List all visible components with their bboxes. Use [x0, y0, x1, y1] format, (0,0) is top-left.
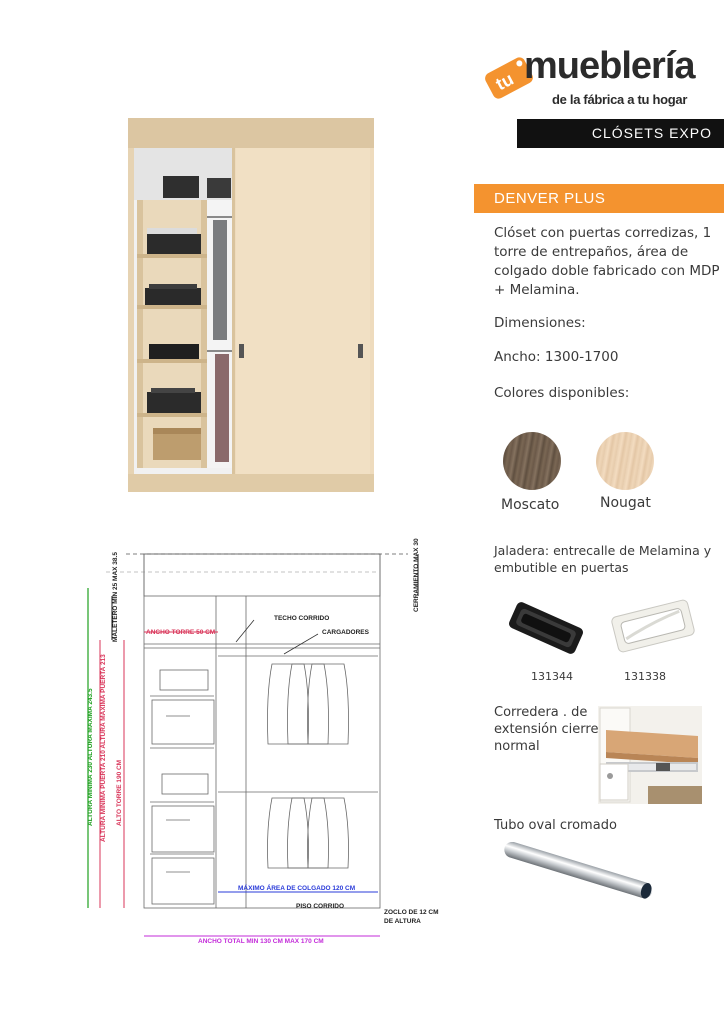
width-range: Ancho: 1300-1700: [494, 349, 619, 365]
handle-description: Jaladera: entrecalle de Melamina y embutible en puertas: [494, 543, 712, 575]
handle-code-2: 131338: [624, 670, 666, 683]
section-title-bar: CLÓSETS EXPO: [517, 119, 724, 148]
label-maletero: MALETERO MIN 25 MAX 38.5: [112, 552, 119, 642]
label-cerramiento: CERRAMIENTO MAX 30: [413, 538, 420, 612]
label-piso: PISO CORRIDO: [296, 903, 345, 910]
white-handle-image: [606, 596, 700, 656]
label-altura-puerta: ALTURA MINIMA PUERTA 210 ALTURA MAXIMA PUERTA 213: [100, 654, 107, 842]
color-label-nougat: Nougat: [600, 495, 651, 511]
color-swatch-nougat: [596, 432, 654, 490]
color-swatch-moscato: [503, 432, 561, 490]
label-zoclo-1: ZOCLO DE 12 CM: [384, 909, 439, 916]
label-alto-torre: ALTO TORRE 190 CM: [116, 759, 123, 826]
drawer-slide-image: [598, 706, 702, 804]
color-label-moscato: Moscato: [501, 497, 560, 513]
label-zoclo-2: DE ALTURA: [384, 918, 421, 925]
label-ancho-torre: ANCHO TORRE 50 CM: [146, 629, 216, 636]
product-name-bar: DENVER PLUS: [474, 184, 724, 213]
black-handle-image: [502, 598, 590, 658]
label-ancho-total: ANCHO TOTAL MIN 130 CM MAX 170 CM: [198, 938, 324, 945]
label-altura-total: ALTURA MINIMA 230 ALTURA MAXIMA 243.5: [87, 688, 94, 826]
chrome-tube-image: [497, 842, 659, 900]
tube-description: Tubo oval cromado: [494, 818, 617, 833]
technical-drawing: [78, 536, 470, 960]
label-techo: TECHO CORRIDO: [274, 615, 330, 622]
label-area-colgado: MÁXIMO ÁREA DE COLGADO 120 CM: [238, 885, 356, 892]
brand-tagline: de la fábrica a tu hogar: [552, 92, 688, 107]
label-cargadores: CARGADORES: [322, 629, 369, 636]
slide-description: Corredera . de extensión cierre normal: [494, 705, 599, 754]
brand-badge-text: tu: [492, 68, 517, 95]
product-description: Clóset con puertas corredizas, 1 torre de entrepaños, área de colgado doble fabricado con MDP + Melamina.: [494, 225, 720, 298]
closet-photo: [101, 108, 401, 512]
dimensions-title: Dimensiones:: [494, 315, 586, 331]
brand-name: mueblería: [524, 45, 695, 87]
handle-code-1: 131344: [531, 670, 573, 683]
colors-title: Colores disponibles:: [494, 385, 630, 401]
